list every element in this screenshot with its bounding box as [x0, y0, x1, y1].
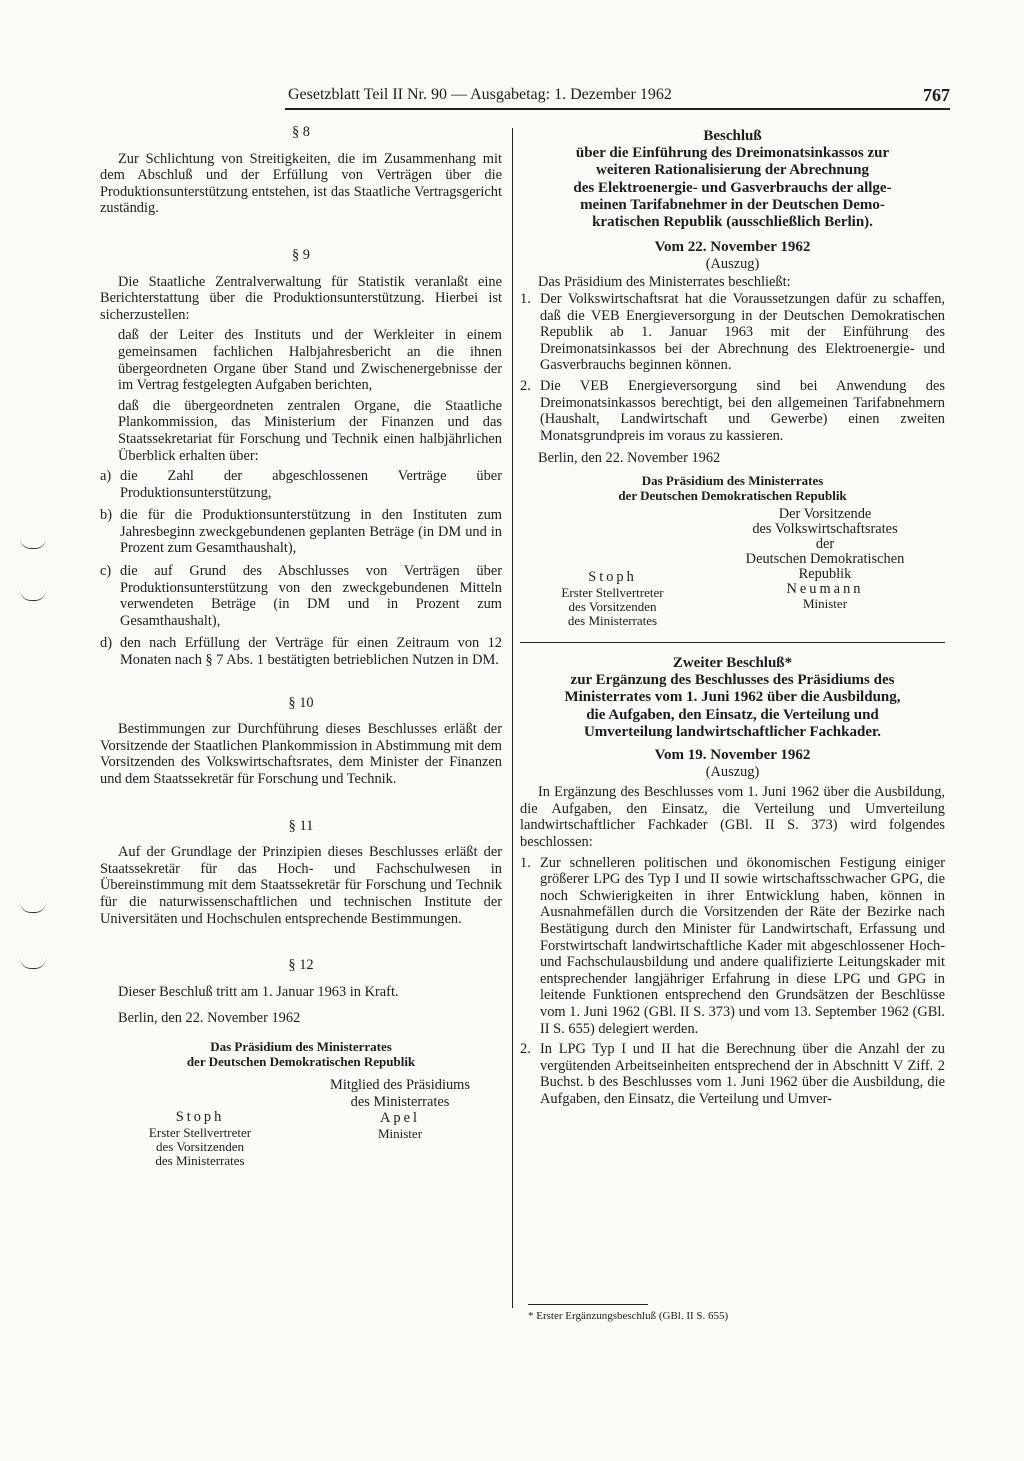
resolution-2-excerpt: (Auszug)	[705, 763, 760, 780]
list-item: b) die für die Produktionsunterstützung in den Instituten zum Jahresbeginn zweckgebundenen geplanten Beträge (in DM und in Prozent zum Gesamthaushalt),	[100, 507, 502, 557]
resolution-2-date: Vom 19. November 1962	[654, 747, 811, 764]
signature-body-line-2: der Deutschen Demokratischen Republik	[186, 1053, 416, 1069]
resolution-1-signature: Das Präsidium des Ministerrates der Deutschen Demokratischen Republik Stoph Erster Stellvertreter des Vorsitzenden des Ministerrates Der Vorsitzende des Volkswirtschaftsrates der Deutschen Demokratischen Republik Neumann Minister	[520, 473, 945, 628]
resolution-2-intro: In Ergänzung des Beschlusses vom 1. Juni 1962 über die Ausbildung, die Aufgaben, den Einsatz, die Verteilung und Umverteilung landwirtschaftlicher Fachkader (GBl. II S. 373) wird folgendes beschlossen:	[520, 784, 945, 851]
signature-block	[100, 1039, 502, 1168]
footnote-rule	[528, 1304, 648, 1305]
section-9-clause-1: daß der Leiter des Instituts und der Werkleiter in einem gemeinsamen fachlichen Halbjahresbericht an die ihnen übergeordneten Organe über Stand und Zwischenergebnisse der im Vertrag festgelegten Aufgaben berichten,	[118, 327, 502, 394]
section-12-text: Dieser Beschluß tritt am 1. Januar 1963 in Kraft.	[118, 983, 399, 1000]
resolution-2-title: Zweiter Beschluß* zur Ergänzung des Beschlusses des Präsidiums des Ministerrates vom 1. Juni 1962 über die Ausbildung, die Aufgaben, den Einsatz, die Verteilung und Umverteilung landwirtschaftlicher Fachkader.	[564, 655, 901, 740]
signatory-name-neumann: Neumann	[786, 580, 864, 597]
list-item: a) die Zahl der abgeschlossenen Verträge über Produktionsunterstützung,	[100, 468, 502, 501]
list-item: 1. Zur schnelleren politischen und ökonomischen Festigung einiger größerer LPG des Typ I und II sowie wirtschaftsschwacher GPG, die noch Schwierigkeiten in ihrer Entwicklung haben, können in Ausnahmefällen durch die Vorsitzenden der Räte der Bezirke nach Bestätigung durch den Minister für Landwirtschaft, Erfassung und Forstwirtschaft landwirtschaftliche Kader mit abgeschlossener Hoch- und Fachschulausbildung und andere qualifizierte Leitungskader mit entsprechender langjähriger Erfahrung in diese LPG und GPG in leitende Funktionen entsprechend den Grundsätzen der Beschlüsse vom 1. Juni 1962 (GBl. II S. 373) und vom 13. September 1962 (GBl. II S. 655) delegiert werden.	[520, 854, 945, 1037]
resolution-1-place-date: Berlin, den 22. November 1962	[538, 450, 721, 467]
section-11-heading: § 11	[288, 817, 314, 834]
margin-mark	[20, 958, 46, 969]
place-date: Berlin, den 22. November 1962	[118, 1010, 301, 1027]
margin-mark	[20, 902, 46, 913]
margin-mark	[20, 538, 46, 549]
signatory-role: Mitglied des Präsidiums	[330, 1076, 470, 1093]
section-8-heading: § 8	[292, 124, 310, 140]
section-8-text: Zur Schlichtung von Streitigkeiten, die im Zusammenhang mit dem Abschluß und der Erfüllung von Verträgen über die Produktionsunterstützung entstehen, ist das Staatliche Vertragsgericht zuständig.	[100, 150, 502, 217]
section-11-text: Auf der Grundlage der Prinzipien dieses Beschlusses erläßt der Staatssekretär für das Hoch- und Fachschulwesen in Übereinstimmung mit dem Staatssekretär für Forschung und Technik für die naturwissenschaftlichen und technischen Institute der Universitäten und Hochschulen entsprechende Bestimmungen.	[100, 844, 502, 927]
signatory-name-stoph: Stoph	[588, 568, 637, 585]
resolution-2-list	[520, 855, 945, 1108]
resolution-1-list	[520, 291, 945, 444]
list-item: 2. Die VEB Energieversorgung sind bei Anwendung des Dreimonatsinkassos berechtigt, bei den allgemeinen Tarifabnehmern (Haushalt, Landwirtschaft und Gewerbe) einen zweiten Monatsgrundpreis im voraus zu kassieren.	[520, 377, 945, 444]
resolution-1-date: Vom 22. November 1962	[654, 239, 811, 256]
section-9-intro: Die Staatliche Zentralverwaltung für Statistik veranlaßt eine Berichterstattung über die Produktionsunterstützung. Hierbei ist sicherzustellen:	[100, 273, 502, 323]
section-9-list	[100, 468, 502, 669]
section-9-heading: § 9	[292, 246, 310, 263]
section-9-clause-2: daß die übergeordneten zentralen Organe, die Staatliche Plankommission, das Ministerium der Finanzen und das Staatssekretariat für Forschung und Technik einen halbjährlichen Überblick erhalten über:	[118, 397, 502, 464]
section-10-text: Bestimmungen zur Durchführung dieses Beschlusses erläßt der Vorsitzende der Staatlichen Plankommission in Abstimmung mit dem Vorsitzenden des Volkswirtschaftsrates, dem Minister der Finanzen und dem Staatssekretär für Forschung und Technik.	[100, 721, 502, 787]
signatory-role: des Ministerrates	[350, 1093, 450, 1110]
section-10-heading: § 10	[288, 694, 314, 711]
signatory-name-apel: Apel	[380, 1110, 420, 1127]
resolution-1-title: Beschluß über die Einführung des Dreimonatsinkassos zur weiteren Rationalisierung der Abrechnung des Elektroenergie- und Gasverbrauchs der allge- meinen Tarifabnehmer in der Deutschen Demo- kratischen Republik (ausschließlich Berlin).	[573, 128, 892, 231]
header-rule	[285, 108, 950, 110]
page-number: 767	[923, 85, 950, 105]
resolution-1-excerpt: (Auszug)	[705, 255, 760, 272]
list-item: 1. Der Volkswirtschaftsrat hat die Voraussetzungen dafür zu schaffen, daß die VEB Energieversorgung in der Deutschen Demokratischen Republik ab 1. Januar 1963 mit der Einführung des Dreimonatsinkassos bei der Abrechnung des Elektroenergie- und Gasverbrauchs beginnen können.	[520, 291, 945, 374]
signatory-title: Minister	[377, 1125, 423, 1141]
signatory-name-stoph: Stoph	[175, 1108, 225, 1125]
signatory-title: des Vorsitzenden	[156, 1138, 244, 1154]
left-column	[100, 124, 502, 1168]
page-header	[100, 86, 950, 110]
right-column	[520, 128, 945, 1108]
section-divider	[520, 642, 945, 644]
section-12-heading: § 12	[288, 957, 314, 974]
signatory-title: Erster Stellvertreter	[148, 1124, 252, 1140]
list-item: d) den nach Erfüllung der Verträge für einen Zeitraum von 12 Monaten nach § 7 Abs. 1 bestätigten betrieblichen Nutzen in DM.	[100, 635, 502, 669]
signatory-title: des Ministerrates	[155, 1152, 245, 1168]
margin-mark	[20, 590, 46, 601]
resolution-1-intro: Das Präsidium des Ministerrates beschließt:	[538, 274, 791, 291]
list-item: c) die auf Grund des Abschlusses von Verträgen über Produktionsunterstützung von den zweckgebundenen Mitteln verwendeten Beträge (in DM und in Prozent zum Gesamthaushalt),	[100, 563, 502, 629]
footnote: * Erster Ergänzungsbeschluß (GBl. II S. 655)	[528, 1310, 729, 1322]
header-title: Gesetzblatt Teil II Nr. 90 — Ausgabetag: 1. Dezember 1962	[288, 86, 672, 103]
signature-body-line-1: Das Präsidium des Ministerrates	[210, 1038, 392, 1054]
column-divider	[512, 128, 513, 1308]
list-item: 2. In LPG Typ I und II hat die Berechnung über die Anzahl der zu vergütenden Arbeitseinheiten entsprechend der in Abschnitt V Ziff. 2 Buchst. b des Beschlusses vom 1. Juni 1962 über die Ausbildung, die Aufgaben, den Einsatz, die Verteilung und Umver-	[520, 1041, 945, 1107]
